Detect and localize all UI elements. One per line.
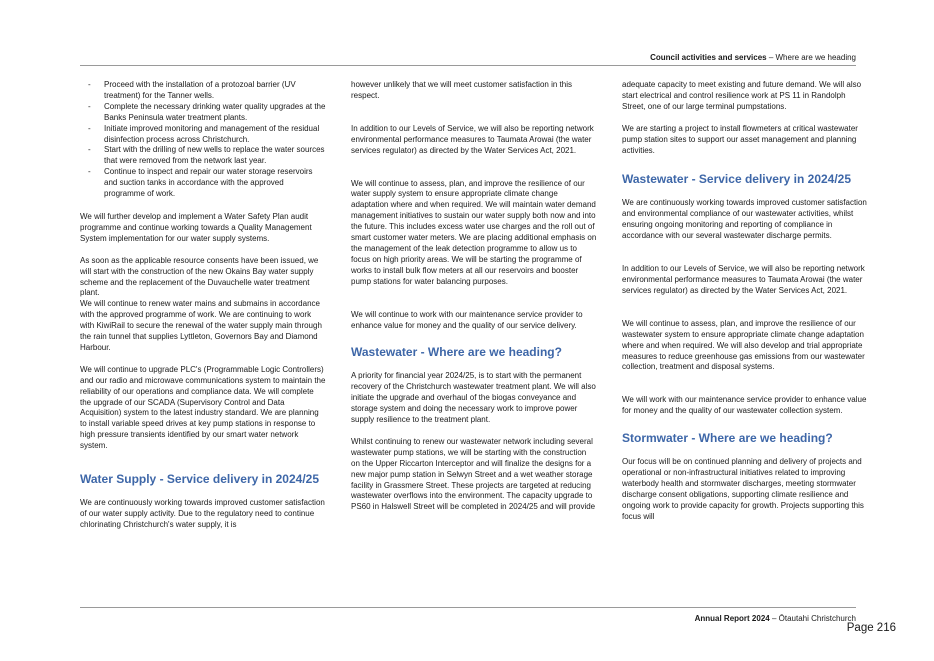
section-heading: Stormwater - Where are we heading? [622, 431, 833, 446]
paragraph: We will continue to renew water mains and submains in accordance with the approved programme of work. We are continuing to work with KiwiRail to secure the renewal of the water supply main through the rain tunnel that supplies Lyttleton, Governors Bay and Diamond Harbour. [80, 299, 322, 352]
paragraph: We are continuously working towards improved customer satisfaction of our water supply activity. Due to the regulatory need to continue chlorinating Christchurch's water supply, it is [80, 498, 325, 529]
bullet-item: - Proceed with the installation of a protozoal barrier (UV treatment) for the Tanner wells. [80, 80, 326, 102]
paragraph: In addition to our Levels of Service, we will also be reporting network environmental performance measures to Taumata Arowai (the water services regulator) as directed by the Water Services Act, 2021. [622, 264, 865, 295]
paragraph: We will continue to assess, plan, and improve the resilience of our wastewater system to ensure appropriate climate change adaptation where and when required. We will also develop and trial appropriate measures to reduce greenhouse gas emissions from our wastewater collection, treatment and disposal systems. [622, 318, 865, 372]
paragraph: We will further develop and implement a Water Safety Plan audit programme and continue working towards a Quality Management System implementation for our water supply systems. [80, 211, 312, 243]
bullet-item: - Continue to inspect and repair our water storage reservoirs and suction tanks in accordance with the approved programme of work. [80, 167, 326, 200]
page-number: Page 216 [846, 622, 896, 634]
header-rule [80, 65, 856, 66]
paragraph: In addition to our Levels of Service, we will also be reporting network environmental performance measures to Taumata Arowai (the water services regulator) as directed by the Water Services Act, 2021. [351, 123, 594, 155]
paragraph: however unlikely that we will meet customer satisfaction in this respect. [351, 80, 572, 100]
section-heading: Water Supply - Service delivery in 2024/25 [80, 472, 320, 487]
paragraph: We will work with our maintenance service provider to enhance value for money and the quality of our wastewater collection system. [622, 395, 867, 416]
running-header [650, 53, 856, 62]
paragraph: As soon as the applicable resource consents have been issued, we will start with the construction of the new Okains Bay water supply scheme and the replacement of the Duvauchelle water treatment plant. [80, 255, 319, 298]
footer-report-location: – Ōtautahi Christchurch [769, 614, 856, 623]
header-section-title: Council activities and services [650, 53, 767, 62]
paragraph: Our focus will be on continued planning and delivery of projects and operational or non-infrastructural initiatives related to improving waterbody health and stormwater discharges, meeting stormwater discharge consent obligations, supporting climate resilience and ongoing work to provide capacity for growth. Projects supporting this focus will [622, 457, 864, 521]
footer-report-title: Annual Report 2024 [694, 614, 770, 623]
paragraph: Whilst continuing to renew our wastewater network including several wastewater pump stations, we will be starting with the construction on the Upper Riccarton Interceptor and will finalize the designs for a new major pump station in Selwyn Street and a wet weather storage facility in Grassmere Street. These projects are targeted at reducing wastewater overflows into the environment. The capacity upgrade to PS60 in Halswell Street will be completed in 2024/25 and will provide [351, 436, 596, 512]
bullet-item: - Initiate improved monitoring and management of the residual disinfection process across Christchurch. [80, 124, 326, 146]
header-section-subtitle: – Where are we heading [766, 53, 856, 62]
paragraph: A priority for financial year 2024/25, is to start with the permanent recovery of the Christchurch wastewater treatment plant. We will also initiate the upgrade and overhaul of the biogas conveyance and storage system and doing the necessary work to improve power supply resilience to the treatment plant. [351, 371, 596, 425]
column-1 [80, 80, 326, 542]
section-heading: Wastewater - Where are we heading? [351, 345, 562, 360]
column-2 [351, 80, 597, 524]
paragraph: adequate capacity to meet existing and future demand. We will also start electrical and control resilience work at PS 11 in Randolph Street, one of our large terminal pumpstations. [622, 80, 862, 111]
running-footer [695, 614, 856, 623]
bullet-item: - Complete the necessary drinking water quality upgrades at the Banks Peninsula water treatment plants. [80, 102, 326, 124]
paragraph: We will continue to upgrade PLC's (Programmable Logic Controllers) and our radio and microwave communications system to maintain the reliability of our operations and compliance data. We will complete the upgrade of our SCADA (Supervisory Control and Data Acquisition) system to the latest industry standard. We are planning to install variable speed drives at key pump stations in response to high pressure transients identified by our smart water network system. [80, 364, 326, 451]
action-bullet-list [80, 80, 326, 200]
paragraph: We are continuously working towards improved customer satisfaction and environmental compliance of our wastewater activities, whilst ensuring ongoing monitoring and reporting of compliance in accordance with our several wastewater discharge permits. [622, 198, 867, 241]
footer-rule [80, 607, 856, 608]
bullet-item: - Start with the drilling of new wells to replace the water sources that were removed from the network last year. [80, 145, 326, 167]
paragraph: We are starting a project to install flowmeters at critical wastewater pump station sites to support our asset management and planning activities. [622, 123, 858, 155]
column-3 [622, 80, 868, 534]
section-heading: Wastewater - Service delivery in 2024/25 [622, 172, 852, 187]
paragraph: We will continue to assess, plan, and improve the resilience of our water supply system to ensure appropriate climate change adaptation where and when required. We will maintain water demand management initiatives to sustain our water supply both now and into the future. This includes excess water use charges and the roll out of smart customer water meters. We are placing additional emphasis on the management of the leak detection programme to allow us to focus on high priority areas. We will be starting the programme of works to install bulk flow meters at all our reservoirs and booster pump stations for water balancing purposes. [351, 178, 597, 286]
paragraph: We will continue to work with our maintenance service provider to enhance value for money and the quality of our service delivery. [351, 309, 583, 330]
